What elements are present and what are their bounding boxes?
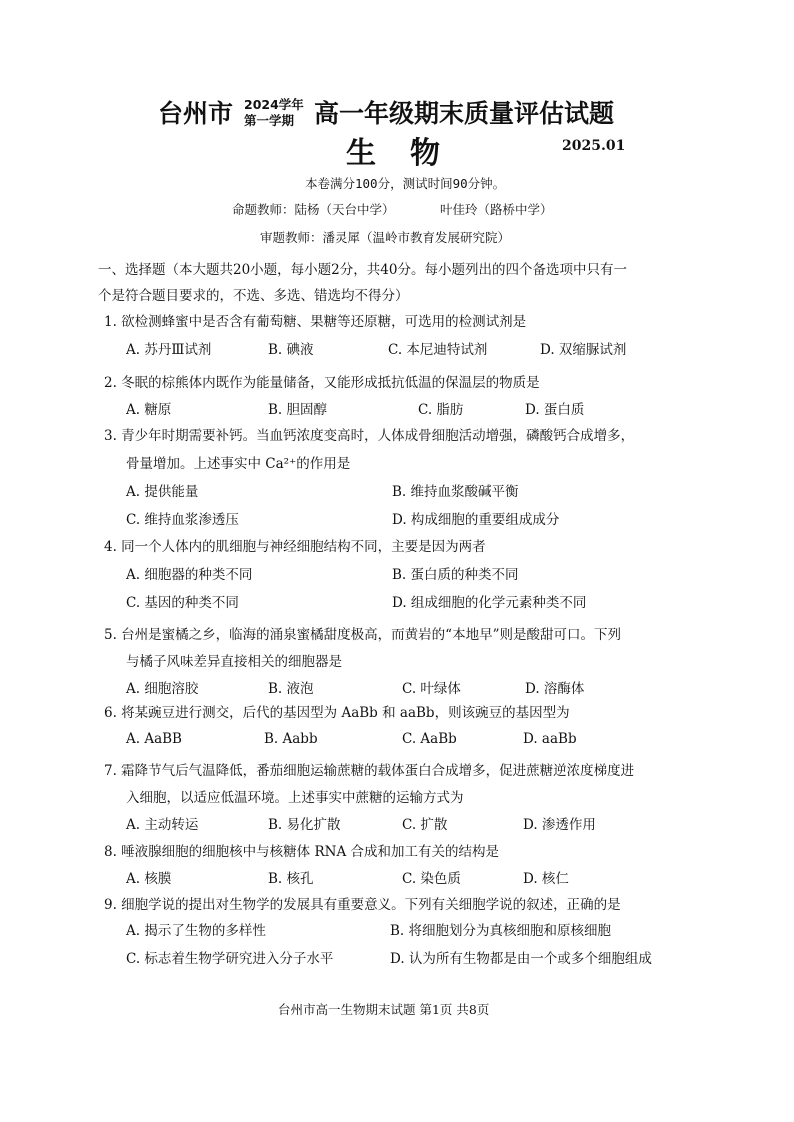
header-city: 台州市 <box>158 99 234 128</box>
q6-option-d: D. aaBb <box>523 731 577 747</box>
question-7-stem-line1: 7. 霜降节气后气温降低，番茄细胞运输蔗糖的载体蛋白合成增多，促进蔗糖逆浓度梯度进 <box>104 763 635 779</box>
q3-option-c: C. 维持血浆渗透压 <box>126 512 239 528</box>
page-footer: 台州市高一生物期末试题 第1页 共8页 <box>278 1002 490 1017</box>
header-year-bottom: 第一学期 <box>244 113 295 128</box>
q7-option-b: B. 易化扩散 <box>268 817 341 833</box>
q5-option-d: D. 溶酶体 <box>525 681 585 697</box>
q9-option-b: B. 将细胞划分为真核细胞和原核细胞 <box>390 923 612 939</box>
q8-option-c: C. 染色质 <box>402 871 461 887</box>
q5-option-c: C. 叶绿体 <box>402 681 461 697</box>
q9-option-d: D. 认为所有生物都是由一个或多个细胞组成 <box>390 951 652 967</box>
q8-option-d: D. 核仁 <box>523 871 569 887</box>
q5-option-b: B. 液泡 <box>268 681 314 697</box>
setter-teacher-1: 命题教师：陆杨（天台中学） <box>232 202 395 217</box>
q5-option-a: A. 细胞溶胶 <box>126 681 199 697</box>
question-7-stem-line2: 入细胞，以适应低温环境。上述事实中蔗糖的运输方式为 <box>126 790 464 806</box>
score-time-info: 本卷满分100分，测试时间90分钟。 <box>305 176 506 191</box>
q7-option-a: A. 主动转运 <box>126 817 199 833</box>
q4-option-c: C. 基因的种类不同 <box>126 595 239 611</box>
question-2-stem: 2. 冬眠的棕熊体内既作为能量储备，又能形成抵抗低温的保温层的物质是 <box>104 375 540 391</box>
q8-option-b: B. 核孔 <box>268 871 314 887</box>
q7-option-d: D. 渗透作用 <box>523 817 596 833</box>
q2-option-d: D. 蛋白质 <box>525 402 585 418</box>
question-9-stem: 9. 细胞学说的提出对生物学的发展具有重要意义。下列有关细胞学说的叙述，正确的是 <box>104 897 621 913</box>
q2-option-b: B. 胆固醇 <box>268 402 328 418</box>
subject-title: 生物 <box>346 136 474 171</box>
q2-option-a: A. 糖原 <box>126 402 172 418</box>
exam-date: 2025.01 <box>562 138 626 154</box>
header-year-top: 2024学年 <box>244 97 304 112</box>
q1-option-b: B. 碘液 <box>268 342 314 358</box>
q1-option-d: D. 双缩脲试剂 <box>540 342 627 358</box>
exam-title: 高一年级期末质量评估试题 <box>314 99 615 128</box>
question-1-stem: 1. 欲检测蜂蜜中是否含有葡萄糖、果糖等还原糖，可选用的检测试剂是 <box>104 314 527 330</box>
q1-option-a: A. 苏丹Ⅲ试剂 <box>126 342 212 358</box>
q4-option-b: B. 蛋白质的种类不同 <box>392 567 519 583</box>
q9-option-a: A. 揭示了生物的多样性 <box>126 923 266 939</box>
q8-option-a: A. 核膜 <box>126 871 172 887</box>
reviewer-teacher: 审题教师：潘灵犀（温岭市教育发展研究院） <box>260 230 511 245</box>
question-5-stem-line1: 5. 台州是蜜橘之乡，临海的涌泉蜜橘甜度极高，而黄岩的“本地早”则是酸甜可口。下列 <box>104 627 621 643</box>
q4-option-a: A. 细胞器的种类不同 <box>126 567 253 583</box>
q1-option-c: C. 本尼迪特试剂 <box>388 342 488 358</box>
section-heading-line2: 个是符合题目要求的，不选、多选、错选均不得分） <box>98 288 409 304</box>
q4-option-d: D. 组成细胞的化学元素种类不同 <box>392 595 587 611</box>
section-heading-line1: 一、选择题（本大题共20小题，每小题2分，共40分。每小题列出的四个备选项中只有一 <box>98 262 627 278</box>
question-8-stem: 8. 唾液腺细胞的细胞核中与核糖体 RNA 合成和加工有关的结构是 <box>104 844 499 860</box>
q6-option-b: B. Aabb <box>264 731 318 747</box>
setter-teacher-2: 叶佳玲（路桥中学） <box>440 202 553 217</box>
q9-option-c: C. 标志着生物学研究进入分子水平 <box>126 951 334 967</box>
question-3-stem-line1: 3. 青少年时期需要补钙。当血钙浓度变高时，人体成骨细胞活动增强，磷酸钙合成增多， <box>104 428 635 444</box>
question-5-stem-line2: 与橘子风味差异直接相关的细胞器是 <box>126 654 342 670</box>
q2-option-c: C. 脂肪 <box>418 402 464 418</box>
q7-option-c: C. 扩散 <box>402 817 448 833</box>
q3-option-b: B. 维持血浆酸碱平衡 <box>392 484 519 500</box>
question-6-stem: 6. 将某豌豆进行测交，后代的基因型为 AaBb 和 aaBb，则该豌豆的基因型为 <box>104 705 570 721</box>
question-4-stem: 4. 同一个人体内的肌细胞与神经细胞结构不同，主要是因为两者 <box>104 539 486 555</box>
question-3-stem-line2: 骨量增加。上述事实中 Ca²⁺的作用是 <box>126 456 351 472</box>
q6-option-a: A. AaBB <box>126 731 182 747</box>
q3-option-a: A. 提供能量 <box>126 484 199 500</box>
q6-option-c: C. AaBb <box>402 731 457 747</box>
q3-option-d: D. 构成细胞的重要组成成分 <box>392 512 560 528</box>
